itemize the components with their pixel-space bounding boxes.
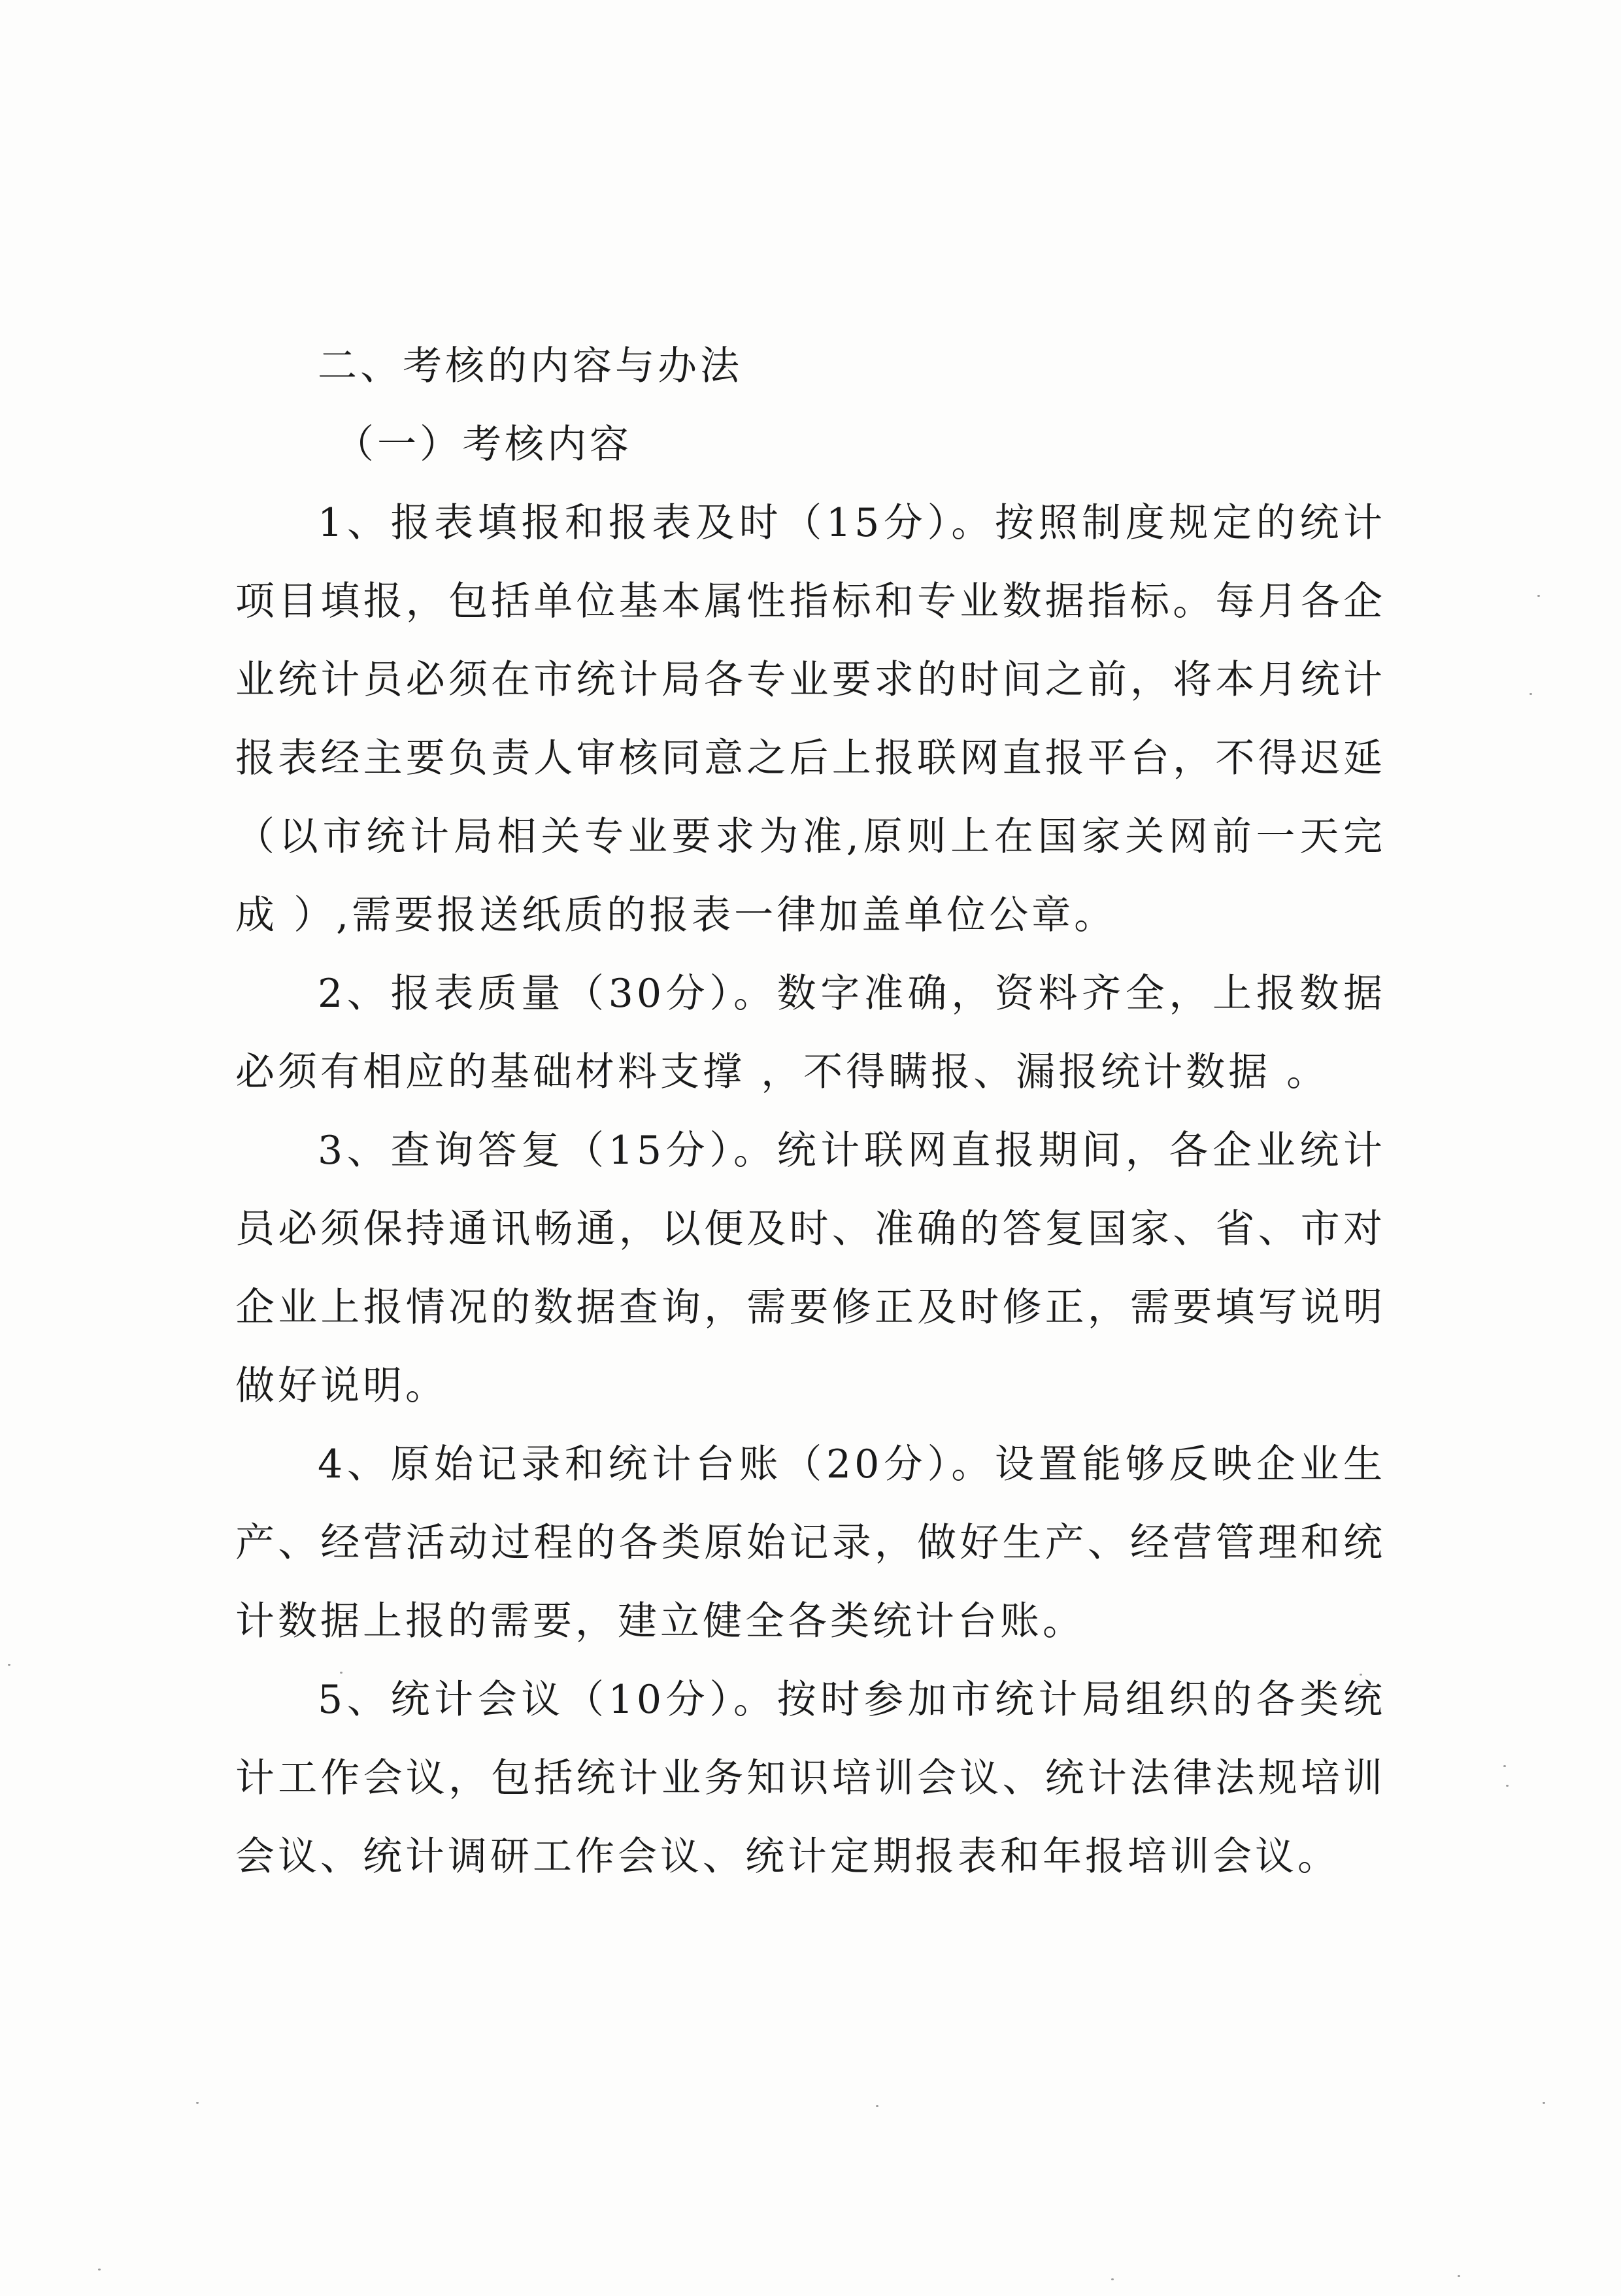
scan-speck — [8, 1664, 10, 1666]
paragraph-item-1: 1、报表填报和报表及时（15分）。按照制度规定的统计项目填报，包括单位基本属性指标和专业数据指标。每月各企业统计员必须在市统计局各专业要求的时间之前，将本月统计报表经主要负责人审核同意之后上报联网直报平台，不得迟延（以市统计局相关专业要求为准,原则上在国家关网前一天完成 ）,需要报送纸质的报表一律加盖单位公章。 — [235, 500, 1386, 938]
scan-speck — [1506, 1785, 1509, 1787]
subsection-heading: （一）考核内容 — [335, 422, 632, 467]
scan-speck — [340, 1672, 343, 1674]
scan-speck — [196, 2102, 199, 2104]
scan-speck — [1537, 595, 1540, 597]
scan-speck — [1111, 2278, 1114, 2280]
paragraph-item-4: 4、原始记录和统计台账（20分）。设置能够反映企业生产、经营活动过程的各类原始记录，做好生产、经营管理和统计数据上报的需要，建立健全各类统计台账。 — [235, 1442, 1386, 1644]
paragraph-item-3: 3、查询答复（15分）。统计联网直报期间，各企业统计员必须保持通讯畅通，以便及时、准确的答复国家、省、市对企业上报情况的数据查询，需要修正及时修正，需要填写说明做好说明。 — [235, 1128, 1386, 1409]
document-body — [235, 327, 1386, 1896]
scan-speck — [1458, 2275, 1460, 2277]
scan-speck — [1360, 1674, 1362, 1676]
scan-speck — [98, 2269, 101, 2271]
scan-speck — [1503, 1765, 1506, 1767]
section-heading: 二、考核的内容与办法 — [318, 343, 743, 389]
scan-speck — [876, 2105, 878, 2107]
scan-speck — [1543, 2102, 1545, 2104]
scan-speck — [1529, 693, 1532, 695]
paragraph-item-5: 5、统计会议（10分）。按时参加市统计局组织的各类统计工作会议，包括统计业务知识培训会议、统计法律法规培训会议、统计调研工作会议、统计定期报表和年报培训会议。 — [235, 1677, 1386, 1880]
paragraph-item-2: 2、报表质量（30分）。数字准确，资料齐全，上报数据必须有相应的基础材料支撑 ，不得瞒报、漏报统计数据 。 — [235, 971, 1386, 1095]
